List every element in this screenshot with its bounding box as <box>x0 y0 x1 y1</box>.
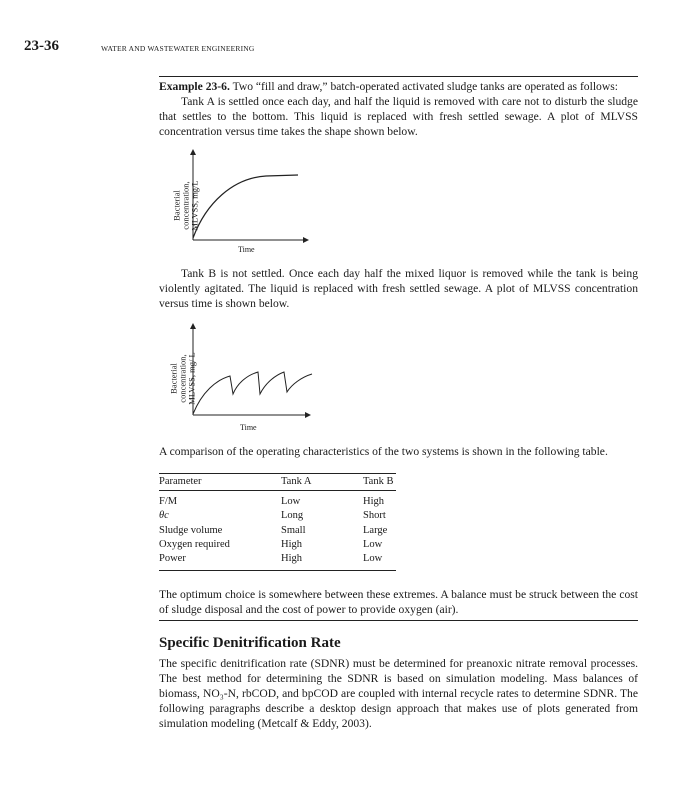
table-row <box>159 524 396 538</box>
table-cell: Low <box>363 552 396 571</box>
table-cell: F/M <box>159 496 178 507</box>
section-body: The specific denitrification rate (SDNR) must be determined for preanoxic nitrate removal processes. The best method for determining the SDNR is based on simulation modeling. Mass balances of biomass, NO₃-N, rbCOD, and bpCOD are coupled with internal recycle rates to determine SDNR. The following paragraphs describe a desktop design approach that makes use of plots generated from simulation modeling (Metcalf & Eddy, 2003). <box>159 657 638 730</box>
table-header: Parameter <box>159 474 281 491</box>
page-number: 23-36 <box>24 38 59 54</box>
table-cell: Large <box>363 524 388 536</box>
section-heading: Specific Denitrification Rate <box>159 635 341 651</box>
comparison-text: A comparison of the operating characteristics of the two systems is shown in the following table. <box>159 445 608 458</box>
comparison-table <box>159 473 396 571</box>
table-cell: Low <box>363 538 383 550</box>
figure-a-curve <box>193 175 298 238</box>
example-intro: Two “fill and draw,” batch-operated activated sludge tanks are operated as follows: <box>232 80 618 93</box>
figure-a-plot <box>188 148 318 248</box>
table-cell: Low <box>281 496 301 507</box>
tank-b-text: Tank B is not settled. Once each day half the mixed liquor is removed while the tank is being violently agitated. The liquid is replaced with fresh settled sewage. A plot of MLVSS concentration versus time is shown below. <box>159 267 638 310</box>
figure-b-y-label: Bacterial concentration, MLVSS, mg/ L <box>168 352 197 405</box>
figure-b-plot <box>188 320 318 420</box>
table-header: Tank A <box>281 474 363 491</box>
table-row <box>159 538 396 552</box>
figure-b-x-label: Time <box>240 423 257 432</box>
tank-a-text: Tank A is settled once each day, and half the liquid is removed with care not to disturb the sludge that settles to the bottom. This liquid is replaced with fresh settled sewage. A plot of MLVSS concentration versus time takes the shape shown below. <box>159 95 638 138</box>
example-bottom-rule <box>159 620 638 621</box>
conclusion-text: The optimum choice is somewhere between these extremes. A balance must be struck between the cost of sludge disposal and the cost of power to provide oxygen (air). <box>159 588 638 616</box>
table-cell: High <box>281 538 302 550</box>
table-header-row <box>159 474 396 491</box>
table-row <box>159 552 396 571</box>
table-row <box>159 509 396 523</box>
table-header: Tank B <box>363 474 396 491</box>
table-cell: Oxygen required <box>159 538 230 550</box>
example-title: Example 23-6. <box>159 80 230 93</box>
example-top-rule <box>159 76 638 77</box>
table-cell: Power <box>159 552 281 571</box>
running-title: WATER AND WASTEWATER ENGINEERING <box>101 44 255 53</box>
table-cell: Short <box>363 510 386 522</box>
table-cell: Small <box>281 524 306 536</box>
table-cell: High <box>363 496 384 507</box>
figure-a-y-label: Bacterial concentration, MLVSS, mg/L <box>171 180 200 231</box>
example-paragraph-tank-a <box>159 79 638 139</box>
figure-a-x-label: Time <box>238 245 255 254</box>
table-cell: θc <box>159 510 169 522</box>
table-cell: Sludge volume <box>159 524 223 536</box>
table-cell: Long <box>281 510 304 522</box>
table-cell: High <box>281 552 363 571</box>
figure-b-curve <box>193 372 312 414</box>
table-row <box>159 491 396 510</box>
